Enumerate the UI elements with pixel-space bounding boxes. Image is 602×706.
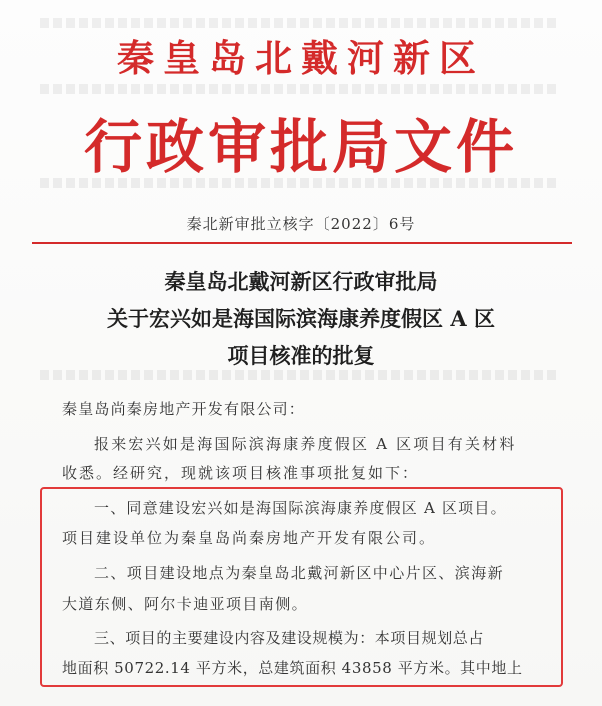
bleed-through-mark	[40, 18, 560, 28]
paragraph-line: 报来宏兴如是海国际滨海康养度假区 A 区项目有关材料	[94, 435, 517, 453]
document-title-line-1: 秦皇岛北戴河新区行政审批局	[164, 269, 438, 294]
document-title-line-3: 项目核准的批复	[227, 343, 375, 368]
paragraph-line: 三、项目的主要建设内容及建设规模为：本项目规划总占	[94, 629, 485, 647]
paragraph-line: 一、同意建设宏兴如是海国际滨海康养度假区 A 区项目。	[94, 499, 507, 517]
issuer-document-heading: 行政审批局文件	[83, 113, 518, 181]
paragraph-line: 项目建设单位为秦皇岛尚秦房地产开发有限公司。	[62, 529, 437, 547]
paragraph-line: 大道东侧、阿尔卡迪亚项目南侧。	[62, 595, 309, 613]
bleed-through-mark	[40, 370, 560, 380]
document-number: 秦北新审批立核字〔2022〕6号	[186, 215, 416, 233]
document-title-line-2: 关于宏兴如是海国际滨海康养度假区 A 区	[107, 306, 495, 331]
paragraph-line: 收悉。经研究，现就该项目核准事项批复如下：	[62, 464, 420, 482]
header-divider	[32, 242, 572, 244]
addressee: 秦皇岛尚秦房地产开发有限公司：	[62, 400, 306, 418]
bleed-through-mark	[40, 84, 560, 94]
paragraph-line: 地面积 50722.14 平方米，总建筑面积 43858 平方米。其中地上	[62, 659, 523, 677]
issuer-name: 秦皇岛北戴河新区	[117, 36, 485, 80]
paragraph-line: 二、项目建设地点为秦皇岛北戴河新区中心片区、滨海新	[94, 564, 505, 582]
